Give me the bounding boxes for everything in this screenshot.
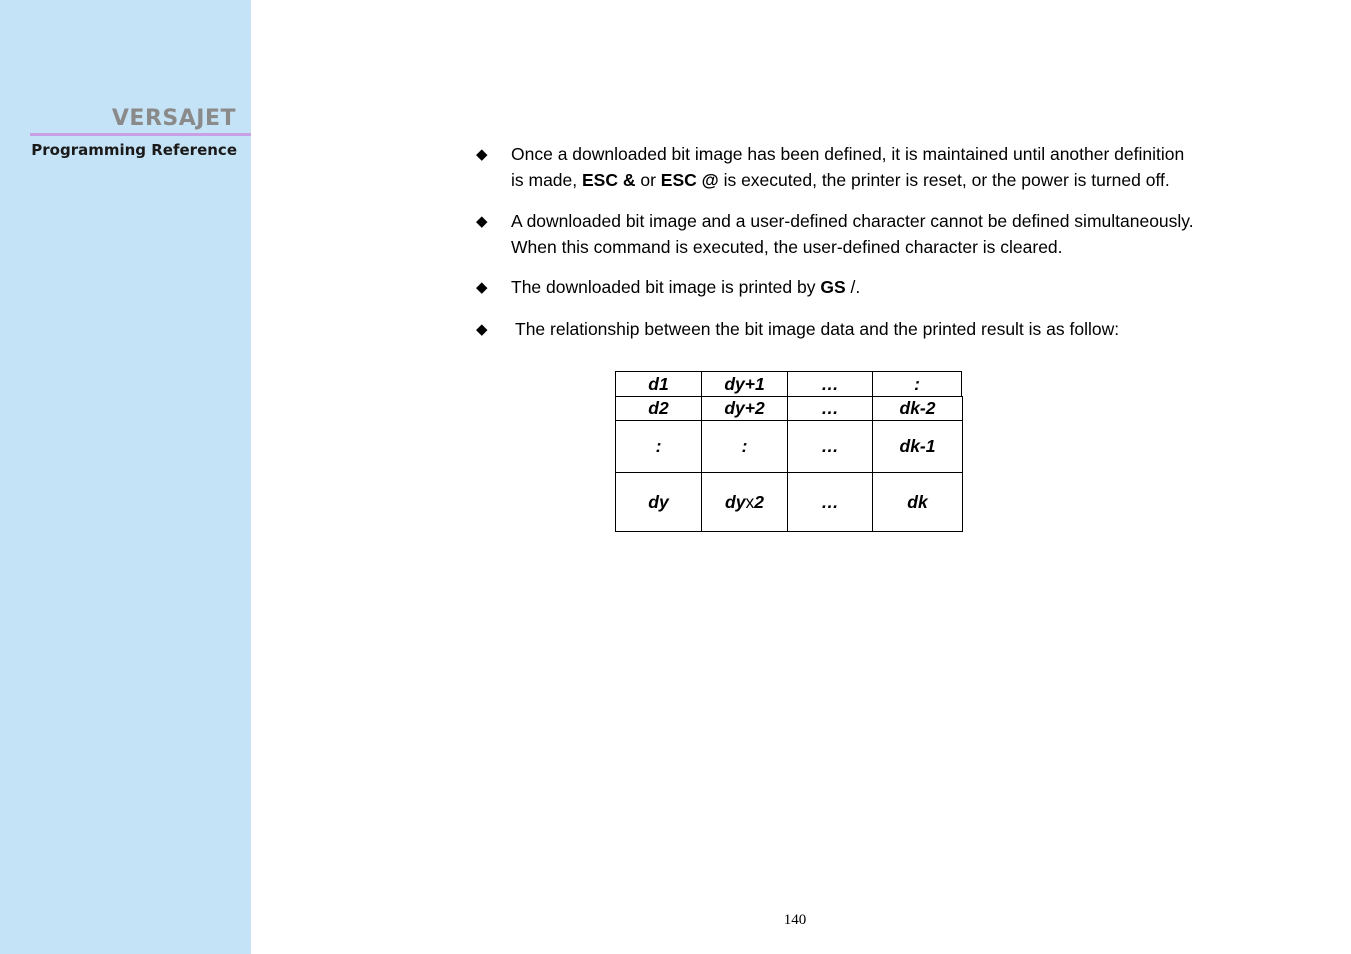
table-cell: d1 (648, 373, 669, 394)
table-cell: … (821, 373, 839, 394)
diamond-bullet-icon: ◆ (476, 213, 488, 230)
bullet-line: The relationship between the bit image data and the printed result is as follow: (515, 319, 1120, 339)
diamond-bullet-icon: ◆ (476, 146, 488, 163)
diamond-bullet-icon: ◆ (476, 279, 488, 296)
bullet-text (511, 142, 1291, 193)
sidebar (0, 0, 251, 954)
brand-title: VERSAJET (111, 106, 236, 131)
table-cell: … (821, 398, 839, 418)
bullet-text (511, 209, 1291, 260)
brand-divider (30, 133, 251, 136)
multiply-sign: x (745, 491, 755, 512)
bit-image-data-table (615, 371, 963, 532)
bullet-line: A downloaded bit image and a user-defined character cannot be defined simultaneously. (511, 211, 1194, 231)
table-cell: dk-1 (899, 436, 936, 456)
text-run: is made, (511, 169, 582, 190)
text-run: or (635, 169, 661, 190)
table-cell: dk (907, 491, 928, 512)
table-cell: : (655, 436, 662, 456)
diamond-bullet-icon: ◆ (476, 321, 488, 338)
table-cell: : (914, 373, 920, 394)
command-name: GS (820, 277, 846, 297)
table-cell (701, 472, 788, 532)
bullet-text (511, 275, 1291, 301)
table-cell: … (821, 436, 839, 456)
table-cell: … (821, 491, 839, 512)
cell-text: dy (725, 491, 746, 512)
bullet-line (511, 275, 1291, 301)
table-cell: dy+1 (724, 373, 765, 394)
bullet-text (515, 317, 1295, 343)
table-cell: : (741, 436, 748, 456)
command-name: ESC & (582, 169, 636, 190)
bullet-line (511, 168, 1291, 194)
table-cell: dk-2 (899, 398, 936, 418)
cell-text: 2 (754, 491, 764, 512)
bullet-line: When this command is executed, the user-defined character is cleared. (511, 236, 1063, 257)
table-cell: d2 (648, 398, 669, 418)
bullet-line: Once a downloaded bit image has been defined, it is maintained until another definition (511, 144, 1185, 164)
text-run: is executed, the printer is reset, or the power is turned off. (718, 169, 1170, 190)
text-run: /. (845, 277, 861, 297)
table-cell: dy (648, 491, 669, 512)
text-run: The downloaded bit image is printed by (511, 277, 821, 297)
section-subtitle: Programming Reference (31, 141, 237, 159)
page-number: 140 (783, 912, 807, 928)
table-cell: dy+2 (724, 398, 765, 418)
command-name: ESC @ (660, 169, 719, 190)
